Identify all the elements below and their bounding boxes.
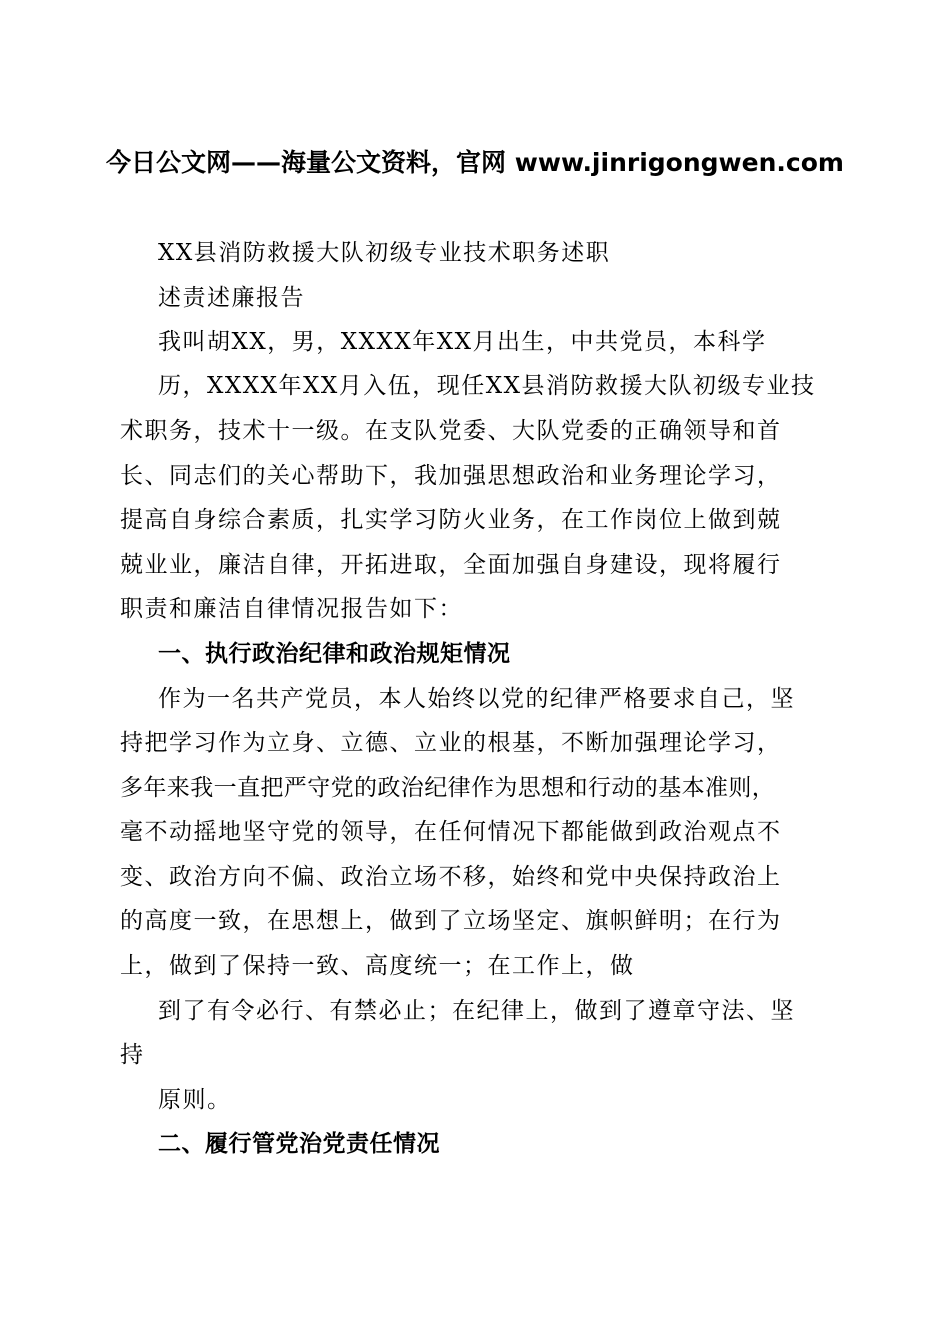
paragraph-line: 职责和廉洁自律情况报告如下：	[120, 596, 463, 622]
site-header-banner: 今日公文网——海量公文资料，官网 www.jinrigongwen.com	[106, 148, 844, 177]
paragraph-line: 变、政治方向不偏、政治立场不移，始终和党中央保持政治上	[120, 864, 782, 890]
paragraph-line: 兢业业，廉洁自律，开拓进取，全面加强自身建设，现将履行	[120, 552, 782, 578]
paragraph-line: 多年来我一直把严守党的政治纪律作为思想和行动的基本准则，	[120, 775, 776, 801]
paragraph-line: 上，做到了保持一致、高度统一；在工作上，做	[120, 953, 635, 979]
paragraph-line: 长、同志们的关心帮助下，我加强思想政治和业务理论学习，	[120, 463, 782, 489]
paragraph-line: 到了有令必行、有禁必止；在纪律上，做到了遵章守法、坚	[158, 998, 795, 1024]
paragraph-line: 毫不动摇地坚守党的领导，在任何情况下都能做到政治观点不	[120, 819, 782, 845]
doc-title-line-2: 述责述廉报告	[158, 285, 305, 311]
paragraph-line: 持	[120, 1042, 145, 1068]
paragraph-line: 原则。	[158, 1087, 232, 1113]
section-heading-1: 一、执行政治纪律和政治规矩情况	[158, 641, 511, 667]
paragraph-line: 提高自身综合素质，扎实学习防火业务，在工作岗位上做到兢	[120, 507, 782, 533]
paragraph-line: 历，XXXX年XX月入伍，现任XX县消防救援大队初级专业技	[158, 373, 816, 399]
paragraph-line: 持把学习作为立身、立德、立业的根基，不断加强理论学习，	[120, 730, 782, 756]
paragraph-line: 作为一名共产党员，本人始终以党的纪律严格要求自己，坚	[158, 686, 795, 712]
paragraph-line: 的高度一致，在思想上，做到了立场坚定、旗帜鲜明；在行为	[120, 908, 782, 934]
paragraph-line: 术职务，技术十一级。在支队党委、大队党委的正确领导和首	[120, 418, 782, 444]
paragraph-line: 我叫胡XX，男，XXXX年XX月出生，中共党员，本科学	[158, 329, 767, 355]
doc-title-line-1: XX县消防救援大队初级专业技术职务述职	[158, 240, 611, 266]
section-heading-2: 二、履行管党治党责任情况	[158, 1131, 440, 1157]
